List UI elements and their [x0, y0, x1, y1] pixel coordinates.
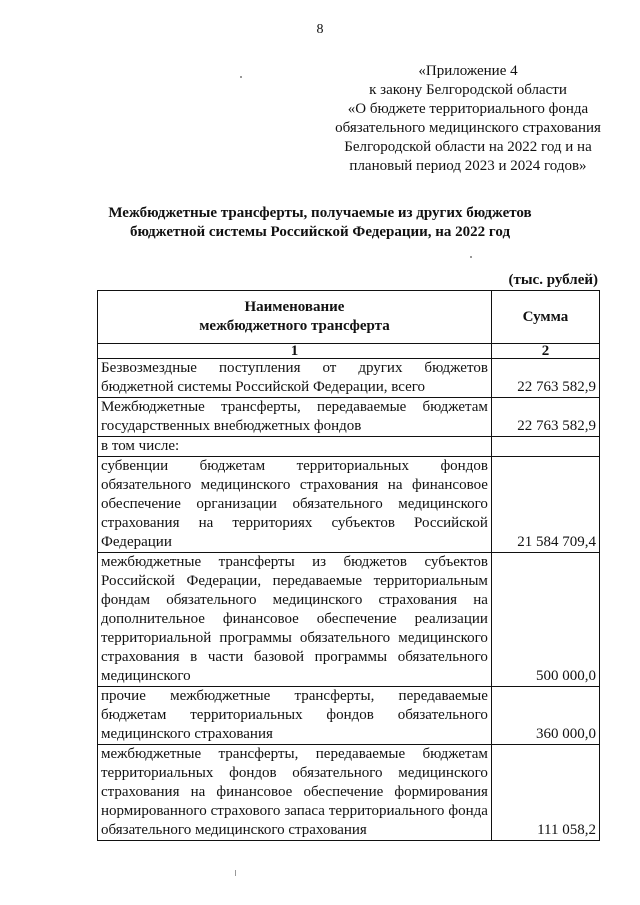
- row-name: субвенции бюджетам территориальных фондов обязательного медицинского страхования на финансовое обеспечение организации обязательного медицинского страхования на территориях субъектов Российской Федерации: [98, 457, 492, 553]
- header-name: [98, 291, 492, 344]
- document-title: [60, 204, 580, 242]
- row-name: Межбюджетные трансферты, передаваемые бюджетам государственных внебюджетных фондов: [98, 398, 492, 437]
- row-sum: [491, 437, 599, 457]
- annex-line: «О бюджете территориального фонда: [347, 101, 589, 117]
- title-line: Межбюджетные трансферты, получаемые из других бюджетов: [108, 205, 532, 221]
- row-name: в том числе:: [98, 437, 492, 457]
- row-sum: 22 763 582,9: [491, 398, 599, 437]
- scan-speck: [240, 76, 242, 78]
- row-sum: 360 000,0: [491, 687, 599, 745]
- header-name-line: Наименование: [244, 299, 345, 315]
- header-name-line: межбюджетного трансферта: [199, 318, 390, 334]
- row-name: Безвозмездные поступления от других бюджетов бюджетной системы Российской Федерации, всего: [98, 359, 492, 398]
- table-row: [98, 437, 600, 457]
- row-sum: 111 058,2: [491, 745, 599, 841]
- table-row: [98, 398, 600, 437]
- scan-speck: [235, 870, 236, 876]
- row-name: прочие межбюджетные трансферты, передаваемые бюджетам территориальных фондов обязательного медицинского страхования: [98, 687, 492, 745]
- row-sum: 21 584 709,4: [491, 457, 599, 553]
- annex-heading: [318, 62, 618, 176]
- table-row: [98, 457, 600, 553]
- row-sum: 500 000,0: [491, 553, 599, 687]
- row-name: межбюджетные трансферты из бюджетов субъектов Российской Федерации, передаваемые территориальным фондам обязательного медицинского страхования на дополнительное финансовое обеспечение реализации территориальной программы обязательного медицинского страхования в части базовой программы обязательного медицинского: [98, 553, 492, 687]
- row-name: межбюджетные трансферты, передаваемые бюджетам территориальных фондов обязательного медицинского страхования на финансовое обеспечение формирования нормированного страхового запаса территориального фонда обязательного медицинского страхования: [98, 745, 492, 841]
- column-number: 1: [98, 344, 492, 359]
- annex-line: обязательного медицинского страхования: [335, 120, 601, 136]
- page-number: 8: [316, 22, 324, 37]
- table-row: [98, 553, 600, 687]
- column-number-row: [98, 344, 600, 359]
- scan-speck: [470, 256, 472, 258]
- table-header-row: [98, 291, 600, 344]
- header-sum: Сумма: [491, 291, 599, 344]
- units-label: (тыс. рублей): [508, 272, 598, 288]
- row-sum: 22 763 582,9: [491, 359, 599, 398]
- annex-line: к закону Белгородской области: [369, 82, 567, 98]
- annex-line: плановый период 2023 и 2024 годов»: [349, 158, 587, 174]
- column-number: 2: [491, 344, 599, 359]
- table-row: [98, 745, 600, 841]
- transfers-table: [97, 290, 600, 841]
- annex-line: «Приложение 4: [418, 63, 518, 79]
- table-row: [98, 687, 600, 745]
- annex-line: Белгородской области на 2022 год и на: [344, 139, 592, 155]
- table-row: [98, 359, 600, 398]
- title-line: бюджетной системы Российской Федерации, на 2022 год: [129, 224, 511, 240]
